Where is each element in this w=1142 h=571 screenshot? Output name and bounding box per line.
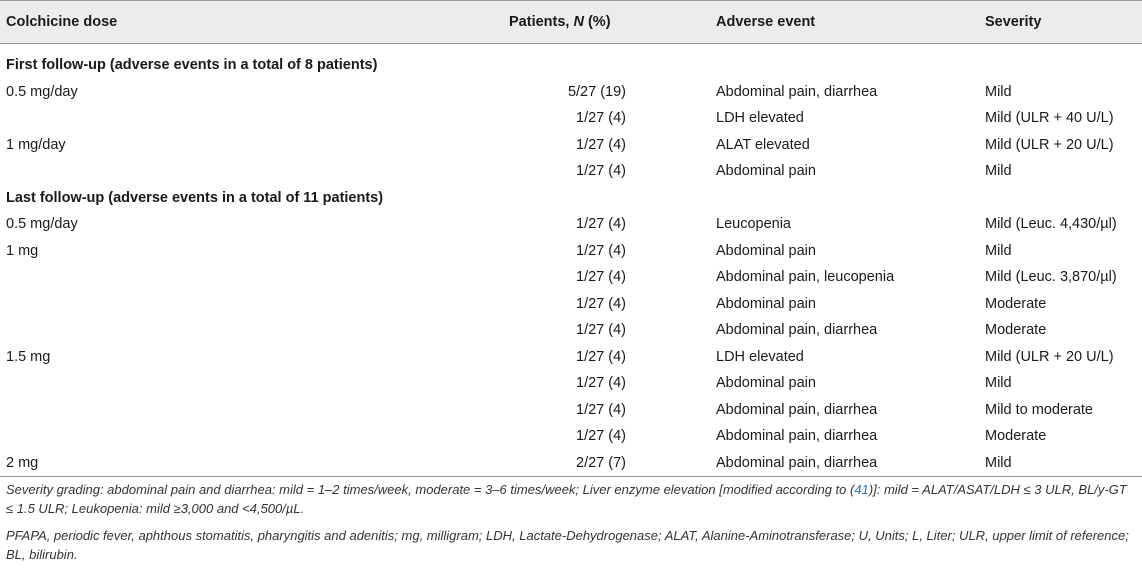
event-cell: Leucopenia xyxy=(716,216,791,232)
dose-cell: 0.5 mg/day xyxy=(6,83,78,100)
section-label: First follow-up (adverse events in a total of 8 patients) xyxy=(6,57,378,73)
event-cell: Abdominal pain xyxy=(716,295,816,312)
header-patients-suffix: (%) xyxy=(583,14,611,30)
table-row xyxy=(0,106,1142,133)
footnote-reference-link[interactable]: 41 xyxy=(854,482,869,497)
header-severity: Severity xyxy=(985,14,1042,30)
event-cell: Abdominal pain, diarrhea xyxy=(716,454,878,471)
footnote-abbreviations: PFAPA, periodic fever, aphthous stomatitis, pharyngitis and adenitis; mg, milligram; LDH, Lactate-Dehydrogenase; ALAT, Alanine-Aminotransferase; U, Units; L, Liter; ULR, upper limit of reference; BL, bilirubin. xyxy=(6,528,1129,562)
severity-cell: Mild (ULR + 20 U/L) xyxy=(985,348,1114,365)
dose-cell: 0.5 mg/day xyxy=(6,216,78,232)
event-cell: LDH elevated xyxy=(716,110,804,126)
header-event: Adverse event xyxy=(716,14,816,30)
table-row xyxy=(0,345,1142,372)
severity-cell: Mild (Leuc. 3,870/µl) xyxy=(985,269,1117,285)
patients-cell: 1/27 (4) xyxy=(576,163,626,179)
header-dose: Colchicine dose xyxy=(6,14,118,30)
severity-cell: Mild xyxy=(985,83,1012,100)
patients-cell: 1/27 (4) xyxy=(576,216,626,232)
dose-cell: 1.5 mg xyxy=(6,348,51,365)
event-cell: Abdominal pain, leucopenia xyxy=(716,269,895,285)
event-cell: Abdominal pain xyxy=(716,242,816,259)
section-row xyxy=(0,186,1142,213)
patients-cell: 1/27 (4) xyxy=(576,375,626,391)
table-row xyxy=(0,80,1142,107)
patients-cell: 1/27 (4) xyxy=(576,242,626,259)
patients-cell: 1/27 (4) xyxy=(576,348,626,365)
dose-cell: 2 mg xyxy=(6,454,39,471)
dose-cell: 1 mg/day xyxy=(6,136,66,153)
table-row xyxy=(0,451,1142,478)
footnote-grading-text: Severity grading: abdominal pain and diarrhea: mild = 1–2 times/week, moderate = 3–6 times/week; Liver enzyme elevation [modified according to ( xyxy=(6,482,855,497)
severity-cell: Mild xyxy=(985,454,1012,471)
footnote-grading xyxy=(6,480,1136,518)
table-header xyxy=(0,0,1142,44)
patients-cell: 1/27 (4) xyxy=(576,136,626,153)
event-cell: Abdominal pain, diarrhea xyxy=(716,401,878,418)
table-row xyxy=(0,265,1142,292)
table-bottom-rule xyxy=(0,476,1142,477)
event-cell: LDH elevated xyxy=(716,348,804,365)
table-row xyxy=(0,371,1142,398)
header-patients xyxy=(509,14,611,30)
header-patients-n: N xyxy=(573,14,584,30)
patients-cell: 1/27 (4) xyxy=(576,401,626,418)
severity-cell: Mild xyxy=(985,242,1012,259)
severity-cell: Mild (ULR + 40 U/L) xyxy=(985,110,1114,126)
table-row xyxy=(0,239,1142,266)
severity-cell: Mild (ULR + 20 U/L) xyxy=(985,136,1114,153)
severity-cell: Mild xyxy=(985,163,1012,179)
table-row xyxy=(0,159,1142,186)
event-cell: Abdominal pain, diarrhea xyxy=(716,322,878,338)
event-cell: Abdominal pain xyxy=(716,163,816,179)
event-cell: ALAT elevated xyxy=(716,136,810,153)
table-row xyxy=(0,212,1142,239)
table-row xyxy=(0,133,1142,160)
dose-cell: 1 mg xyxy=(6,242,39,259)
patients-cell: 1/27 (4) xyxy=(576,269,626,285)
event-cell: Abdominal pain xyxy=(716,375,816,391)
footnote-grading-text-end: )]: mild = ALAT/ASAT/LDH ≤ 3 ULR, BL/y-GT ≤ 1.5 ULR; Leukopenia: mild ≥3,000 and <4,500/µL. xyxy=(6,482,1127,516)
severity-cell: Mild to moderate xyxy=(985,401,1093,418)
table-row xyxy=(0,424,1142,451)
severity-cell: Moderate xyxy=(985,428,1047,444)
severity-cell: Mild (Leuc. 4,430/µl) xyxy=(985,216,1117,232)
patients-cell: 5/27 (19) xyxy=(567,83,626,100)
section-label: Last follow-up (adverse events in a total of 11 patients) xyxy=(6,189,384,206)
patients-cell: 1/27 (4) xyxy=(576,428,626,444)
patients-cell: 2/27 (7) xyxy=(576,454,626,471)
section-row xyxy=(0,53,1142,80)
table-row xyxy=(0,318,1142,345)
patients-cell: 1/27 (4) xyxy=(576,110,626,126)
event-cell: Abdominal pain, diarrhea xyxy=(716,83,878,100)
patients-cell: 1/27 (4) xyxy=(576,295,626,312)
severity-cell: Moderate xyxy=(985,322,1047,338)
table-row xyxy=(0,292,1142,319)
severity-cell: Moderate xyxy=(985,295,1047,312)
patients-cell: 1/27 (4) xyxy=(576,322,626,338)
table-row xyxy=(0,398,1142,425)
header-patients-prefix: Patients, xyxy=(509,14,574,30)
event-cell: Abdominal pain, diarrhea xyxy=(716,428,878,444)
severity-cell: Mild xyxy=(985,375,1012,391)
